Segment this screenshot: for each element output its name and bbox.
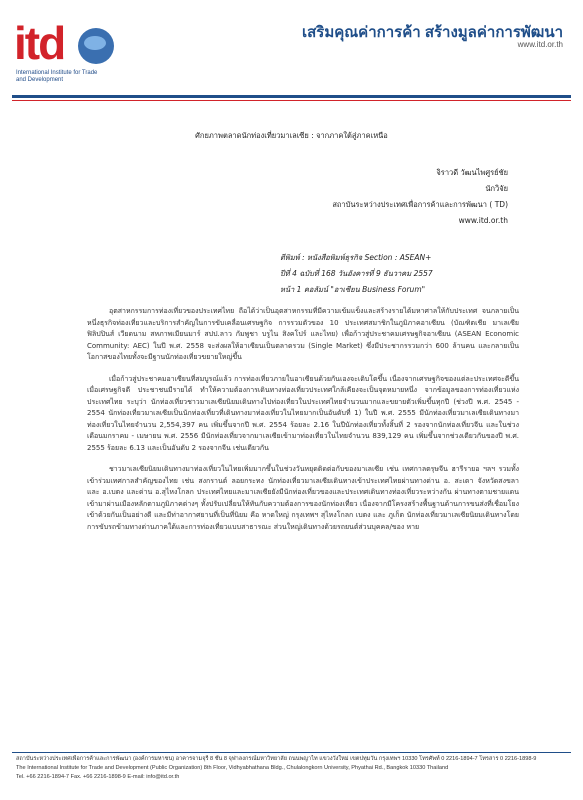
body-paragraph: อุตสาหกรรมการท่องเที่ยวของประเทศไทย ถือได้ว่าเป็นอุตสาหกรรมที่มีความเข้มแข็งและสร้างรายได้มหาศาลให้กับประเทศ จนกลายเป็นหนึ่งธุรกิจท่องเที่ยวและบริการสำคัญในการขับเคลื่อนเศรษฐกิจ การรวมตัวของ 10 ประเทศสมาชิกในภูมิภาคอาเซียน (บัณฑิตเชีย มาเลเซีย ฟิลิปปินส์ เวียดนาม สหภาพเมียนมาร์ สปป.ลาว กัมพูชา บรูไน สิงคโปร์ และไทย) เพื่อก้าวสู่ประชาคมเศรษฐกิจอาเซียน (ASEAN Economic Community: AEC) ในปี พ.ศ. 2558 จะส่งผลให้อาเซียนเป็นตลาดรวม (Single Market) ซึ่งมีประชากรรวมกว่า 600 ล้านคน และกลายเป็นโอกาสของไทยทั้งจะมีฐานนักท่องเที่ยวขยายใหญ่ขึ้น — [87, 307, 519, 361]
body-paragraph: เมื่อก้าวสู่ประชาคมอาเซียนที่สมบูรณ์แล้ว การท่องเที่ยวภายในอาเซียนด้วยกันเองจะเติบโตขึ้น เนื่องจากเศรษฐกิจของแต่ละประเทศจะดีขึ้น เมื่อเศรษฐกิจดี ประชาชนมีรายได้ ทำให้ความต้องการเดินทางท่องเที่ยวประเทศใกล้เคียงจะเป็นจุดหมายหนึ่ง จากข้อมูลของการท่องเที่ยวแห่งประเทศไทย ระบุว่า นักท่องเที่ยวชาวมาเลเซียนิยมเดินทางไปท่องเที่ยวในประเทศไทยจำนวนมากและขยายตัวเพิ่มขึ้นทุกปี (ช่วงปี พ.ศ. 2545 - 2554 นักท่องเที่ยวมาเลเซียเป็นนักท่องเที่ยวที่เดินทางมาท่องเที่ยวในไทยมากเป็นอันดับที่ 1) ในปี พ.ศ. 2555 มีนักท่องเที่ยวมาเลเซียเดินทางมาท่องเที่ยวในไทยจำนวน 2,554,397 คน เพิ่มขึ้นจากปี พ.ศ. 2554 ร้อยละ 2.16 ในปีนักท่องเที่ยวทั้งสิ้นที่ 2 รองจากนักท่องเที่ยวจีน และในช่วงเดือนมกราคม - เมษายน พ.ศ. 2556 มีนักท่องเที่ยวจากมาเลเซียเข้ามาท่องเที่ยวในไทยจำนวน 839,129 คน เพิ่มขึ้นจากช่วงเดียวกันของปี พ.ศ. 2555 ร้อยละ 6.13 และเป็นอันดับ 2 รองจากจีน เช่นเดียวกัน — [87, 374, 519, 452]
header-url-link[interactable]: www.itd.or.th — [517, 40, 563, 49]
body-paragraph: ชาวมาเลเซียนิยมเดินทางมาท่องเที่ยวในไทยเพิ่มมากขึ้นในช่วงวันหยุดติดต่อกับของมาเลเซีย เช่น เทศกาลตรุษจีน ฮารีรายอ ฯลฯ รวมทั้งเข้าร่วมเทศกาลสำคัญของไทย เช่น สงกรานต์ ลอยกระทง นักท่องเที่ยวมาเลเซียเดินทางเข้าประเทศไทยผ่านทางด่าน อ. สะเดา จังหวัดสงขลา และ อ.เบตง และด่าน อ.สุไหงโกลก ประเทศไทยและมาเลเซียยังมีนักท่องเที่ยวของและประเทศเดินทางท่องเที่ยวระหว่างกัน ผ่านทางตามชายแดนเข้ามาผ่านเมืองหลักตามภูมิภาคต่างๆ ทั้งปรับเปลี่ยนให้ทันกับความต้องการของนักท่องเที่ยว เนื่องจากมีโครงสร้างพื้นฐานด้านการขนส่งที่เชื่อมโยงเข้าด้วยกันเป็นอย่างดี และมีท่าอากาศยานที่เป็นที่นิยม คือ หาดใหญ่ กรุงเทพฯ สุไหงโกลก เบตง และ ภูเก็ต นักท่องเที่ยวมาเลเซียนิยมเดินทางโดยการขับรถข้ามทางด่านภาคใต้และการท่องเที่ยวแบบสาธารณะ ส่วนใหญ่เดินทางด้วยรถยนต์ส่วนบุคคล/ของ หาย — [87, 465, 519, 531]
author-role: นักวิจัย — [485, 184, 508, 193]
author-url-link[interactable]: www.itd.or.th — [458, 216, 508, 225]
logo-subtitle: International Institute for Trade and Development — [16, 70, 98, 83]
article-body — [87, 306, 519, 543]
footer-address-english: The International Institute for Trade and Development (Public Organization) 8th Floor, Vidhyabhathana Bldg., Chulalongkorn University, Phyathai Rd., Bangkok 10330 Thailand — [16, 765, 449, 771]
author-name: จิราวดี วัฒนไพศูรย์ชัย — [436, 168, 508, 177]
footer-address-thai: สถาบันระหว่างประเทศเพื่อการค้าและการพัฒนา (องค์การมหาชน) อาคารจามจุรี 8 ชั้น 8 จุฬาลงกรณ์มหาวิทยาลัย ถนนพญาไท แขวงวังใหม่ เขตปทุมวัน กรุงเทพฯ 10330 โทรศัพท์ 0 2216-1894-7 โทรสาร 0 2216-1898-9 — [16, 756, 537, 762]
footer-contact: Tel. +66 2216-1894-7 Fax. +66 2216-1898-9 E-mail: info@itd.or.th — [16, 774, 180, 780]
footer — [16, 755, 567, 782]
author-block — [280, 165, 508, 229]
header-divider — [12, 95, 571, 98]
header-slogan: เสริมคุณค่าการค้า สร้างมูลค่าการพัฒนา — [302, 24, 563, 41]
author-organization: สถาบันระหว่างประเทศเพื่อการค้าและการพัฒนา ( TD) — [332, 200, 508, 209]
publication-line: หน้า 1 คอลัมน์ "อาเซียน Business Forum" — [280, 285, 426, 294]
publication-line: ปีที่ 4 ฉบับที่ 168 วันอังคารที่ 9 ธันวาคม 2557 — [280, 269, 433, 278]
logo-wordmark: itd — [14, 17, 65, 69]
publication-info — [280, 250, 508, 298]
article-title: ศักยภาพตลาดนักท่องเที่ยวมาเลเซีย : จากภาคใต้สู่ภาคเหนือ — [195, 131, 388, 140]
itd-logo — [14, 18, 114, 98]
footer-divider — [12, 752, 571, 753]
publication-line: ตีพิมพ์ : หนังสือพิมพ์ธุรกิจ Section : ASEAN+ — [280, 253, 432, 262]
header-divider-accent — [12, 100, 571, 101]
globe-icon — [78, 28, 114, 64]
